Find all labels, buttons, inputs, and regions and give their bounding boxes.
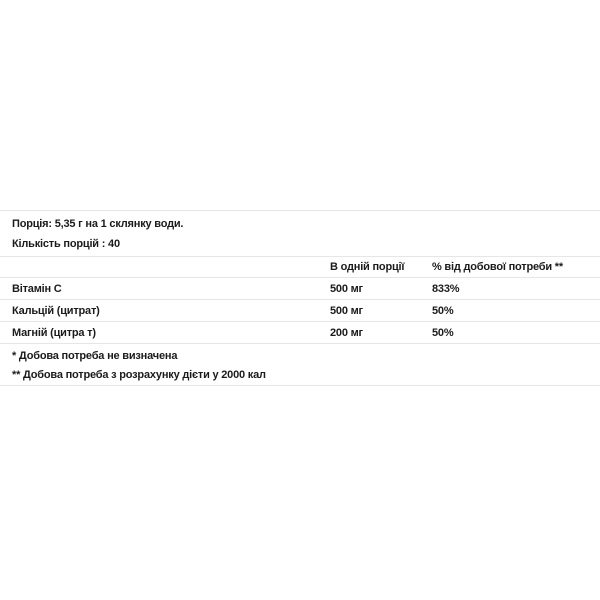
header-daily-value-column: % від добової потреби **	[432, 261, 563, 273]
servings-count-text: Кількість порцій : 40	[12, 238, 120, 250]
header-amount-column: В одній порції	[330, 261, 405, 273]
nutrient-name: Магній (цитра т)	[12, 326, 96, 339]
serving-info-section	[0, 210, 600, 257]
table-header-row	[0, 257, 600, 278]
nutrient-daily-value: 833%	[432, 282, 460, 295]
nutrition-facts-panel	[0, 210, 600, 386]
table-row	[0, 322, 600, 344]
nutrient-amount: 500 мг	[330, 304, 363, 317]
footnotes-section	[0, 344, 600, 386]
table-row	[0, 300, 600, 322]
nutrient-daily-value: 50%	[432, 326, 454, 339]
footnote-daily-need-undefined: * Добова потреба не визначена	[12, 350, 178, 362]
footnote-diet-basis: ** Добова потреба з розрахунку дієти у 2000 кал	[12, 369, 266, 381]
nutrient-name: Кальцій (цитрат)	[12, 304, 100, 317]
nutrient-name: Вітамін C	[12, 282, 62, 295]
serving-size-text: Порція: 5,35 г на 1 склянку води.	[12, 218, 184, 230]
nutrient-amount: 200 мг	[330, 326, 363, 339]
nutrient-amount: 500 мг	[330, 282, 363, 295]
table-row	[0, 278, 600, 300]
nutrient-daily-value: 50%	[432, 304, 454, 317]
